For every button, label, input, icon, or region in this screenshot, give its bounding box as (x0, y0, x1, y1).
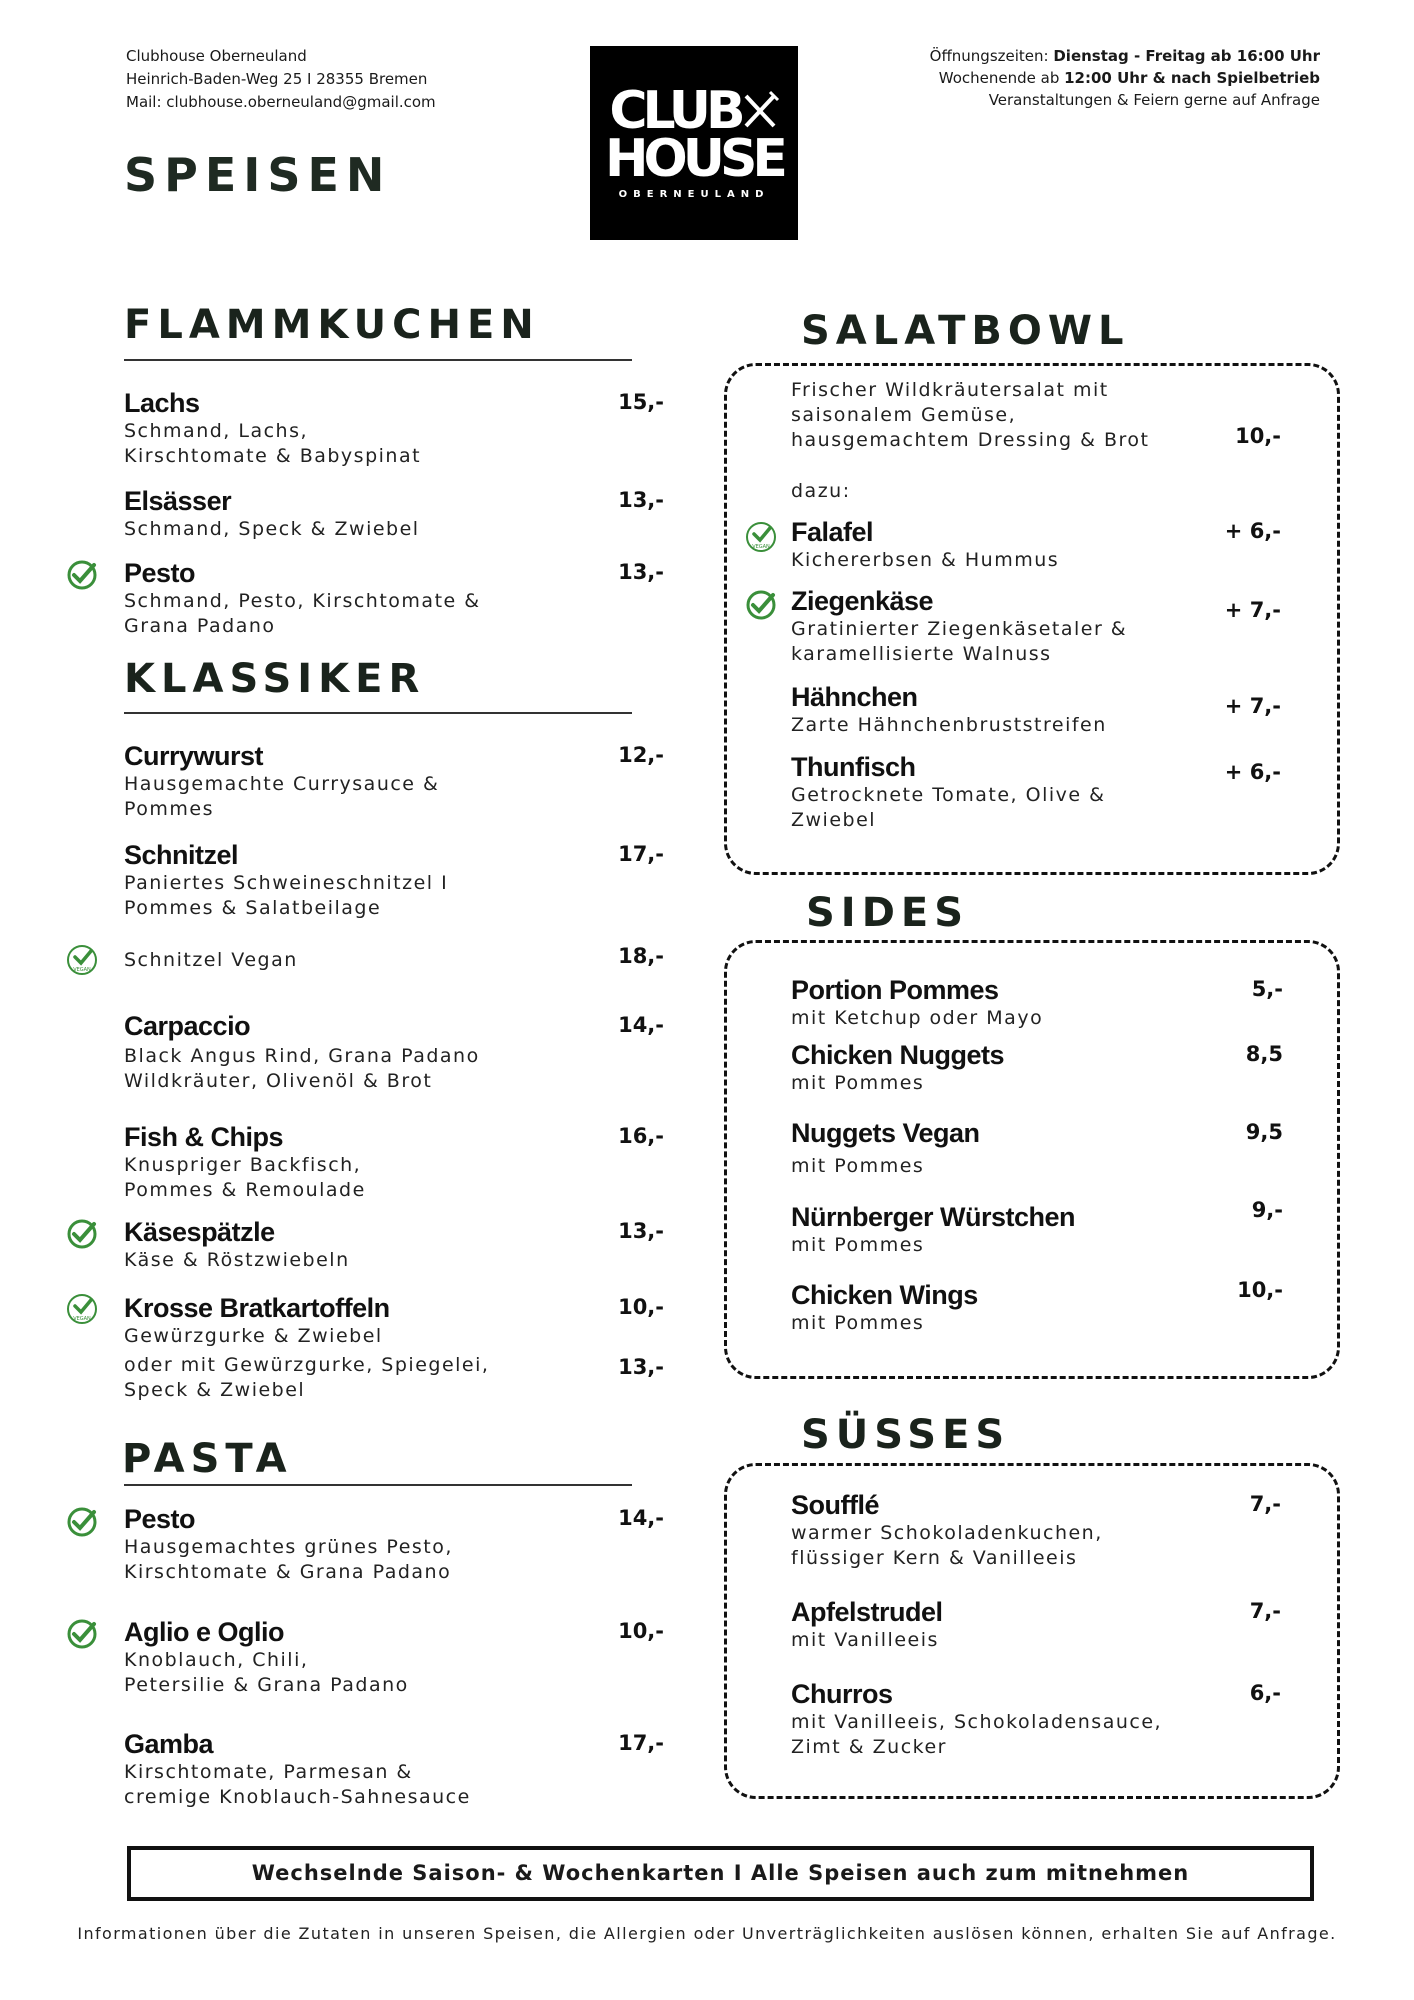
menu-item-schnitzel (124, 840, 664, 921)
item-price: 7,- (1249, 1492, 1281, 1516)
menu-item-fish-and-chips (124, 1122, 664, 1203)
item-name: Schnitzel (124, 840, 239, 870)
item-price: 8,5 (1245, 1042, 1283, 1066)
item-desc: Hausgemachtes grünes Pesto, (124, 1536, 453, 1558)
item-desc: Paniertes Schweineschnitzel I (124, 872, 449, 894)
section-title-sides: SIDES (806, 890, 970, 936)
item-name: Currywurst (124, 741, 264, 771)
hours-label: Öffnungszeiten: (929, 47, 1054, 65)
item-price: 17,- (618, 1731, 664, 1755)
item-price: 13,- (618, 1355, 664, 1379)
side-item-pommes (791, 975, 1283, 1031)
item-desc: Speck & Zwiebel (124, 1379, 306, 1401)
dessert-souffle (791, 1490, 1281, 1571)
item-price: 14,- (618, 1506, 664, 1530)
page-title: SPEISEN (124, 148, 392, 202)
addon-ziegenkaese (791, 586, 1281, 667)
item-desc: Zwiebel (791, 809, 877, 831)
clubhouse-logo (590, 46, 798, 240)
events-note: Veranstaltungen & Feiern gerne auf Anfrage (988, 91, 1320, 109)
menu-item-lachs (124, 388, 664, 469)
item-desc: mit Pommes (791, 1234, 925, 1256)
item-desc: mit Ketchup oder Mayo (791, 1007, 1044, 1029)
item-price: 9,- (1251, 1198, 1283, 1222)
item-price: 14,- (618, 1013, 664, 1037)
item-price: + 7,- (1224, 694, 1281, 718)
side-item-chicken-nuggets (791, 1040, 1283, 1096)
item-price: 13,- (618, 1219, 664, 1243)
item-desc: Kichererbsen & Hummus (791, 549, 1060, 571)
logo-text-location: OBERNEULAND (618, 189, 770, 200)
menu-item-gamba (124, 1729, 664, 1810)
menu-item-aglio-e-oglio (124, 1617, 664, 1698)
item-desc: Petersilie & Grana Padano (124, 1674, 409, 1696)
hours-weekend: 12:00 Uhr & nach Spielbetrieb (1064, 69, 1320, 87)
item-desc: Grana Padano (124, 615, 276, 637)
menu-item-bratkartoffeln (124, 1293, 664, 1349)
item-desc: Gewürzgurke & Zwiebel (124, 1325, 383, 1347)
item-name: Lachs (124, 388, 200, 418)
item-desc: Frischer Wildkräutersalat mit (791, 379, 1109, 401)
item-price: 10,- (1235, 424, 1281, 448)
addon-falafel (791, 517, 1281, 573)
item-desc: Schmand, Lachs, (124, 420, 309, 442)
item-price: 10,- (618, 1295, 664, 1319)
address-mail: Mail: clubhouse.oberneuland@gmail.com (126, 93, 436, 111)
menu-item-currywurst (124, 741, 664, 822)
side-item-nuggets-vegan (791, 1118, 1283, 1179)
item-desc: Knoblauch, Chili, (124, 1649, 309, 1671)
item-price: 6,- (1249, 1681, 1281, 1705)
side-item-nuernberger (791, 1198, 1283, 1258)
item-name: Nürnberger Würstchen (791, 1202, 1076, 1232)
logo-text-house: HOUSE (605, 129, 783, 189)
item-desc: karamellisierte Walnuss (791, 643, 1052, 665)
item-name: Fish & Chips (124, 1122, 284, 1152)
item-desc: Kirschtomate, Parmesan & (124, 1761, 413, 1783)
item-name: Churros (791, 1679, 893, 1709)
item-desc: Pommes & Remoulade (124, 1179, 366, 1201)
item-name: Elsässer (124, 486, 232, 516)
side-item-chicken-wings (791, 1280, 1283, 1336)
vegetarian-check-icon (66, 1506, 98, 1538)
salatbowl-intro (791, 378, 1281, 453)
item-desc: mit Pommes (791, 1155, 925, 1177)
item-desc: Schmand, Speck & Zwiebel (124, 518, 420, 540)
item-desc: mit Vanilleeis (791, 1629, 939, 1651)
item-name: Hähnchen (791, 682, 918, 712)
section-divider (124, 712, 632, 714)
item-desc: mit Vanilleeis, Schokoladensauce, (791, 1711, 1163, 1733)
item-desc: Knuspriger Backfisch, (124, 1154, 362, 1176)
item-name: Carpaccio (124, 1011, 251, 1041)
item-price: 5,- (1251, 977, 1283, 1001)
logo-text-club: CLUB (609, 81, 741, 141)
addon-thunfisch (791, 752, 1281, 833)
item-name: Falafel (791, 517, 874, 547)
menu-item-bratkartoffeln-variant (124, 1353, 664, 1403)
item-desc: flüssiger Kern & Vanilleeis (791, 1547, 1078, 1569)
address-block (126, 45, 436, 114)
address-street: Heinrich-Baden-Weg 25 I 28355 Bremen (126, 70, 428, 88)
item-name: Krosse Bratkartoffeln (124, 1293, 390, 1323)
item-desc: saisonalem Gemüse, (791, 404, 1017, 426)
item-name: Soufflé (791, 1490, 879, 1520)
item-price: 9,5 (1245, 1120, 1283, 1144)
item-desc: Zimt & Zucker (791, 1736, 947, 1758)
address-name: Clubhouse Oberneuland (126, 47, 307, 65)
item-name: Pesto (124, 558, 196, 588)
item-price: + 7,- (1224, 598, 1281, 622)
dessert-churros (791, 1679, 1281, 1760)
cutlery-icon (740, 90, 780, 130)
item-name: Nuggets Vegan (791, 1118, 980, 1148)
menu-item-schnitzel-vegan (124, 944, 664, 973)
dessert-apfelstrudel (791, 1597, 1281, 1653)
item-desc: Hausgemachte Currysauce & (124, 773, 440, 795)
vegan-badge-label: VEGAN (73, 967, 91, 973)
item-price: + 6,- (1224, 760, 1281, 784)
vegan-badge-icon (745, 521, 777, 553)
vegetarian-check-icon (66, 1618, 98, 1650)
vegetarian-check-icon (745, 589, 777, 621)
item-price: 13,- (618, 560, 664, 584)
item-name: Käsespätzle (124, 1217, 275, 1247)
opening-hours (800, 45, 1320, 111)
item-name: Portion Pommes (791, 975, 999, 1005)
item-price: 12,- (618, 743, 664, 767)
item-desc: Schmand, Pesto, Kirschtomate & (124, 590, 481, 612)
item-price: 18,- (618, 944, 664, 968)
menu-item-carpaccio (124, 1011, 664, 1094)
item-desc: Kirschtomate & Grana Padano (124, 1561, 452, 1583)
item-price: 7,- (1249, 1599, 1281, 1623)
section-divider (124, 359, 632, 361)
vegan-badge-icon (66, 944, 98, 976)
section-title-flammkuchen: FLAMMKUCHEN (124, 302, 540, 348)
hours-weekdays: Dienstag - Freitag ab 16:00 Uhr (1053, 47, 1320, 65)
item-name: Pesto (124, 1504, 196, 1534)
item-name: Ziegenkäse (791, 586, 934, 616)
hours-weekend-label: Wochenende ab (938, 69, 1065, 87)
section-title-salatbowl: SALATBOWL (801, 308, 1130, 354)
item-price: 10,- (618, 1619, 664, 1643)
item-desc: oder mit Gewürzgurke, Spiegelei, (124, 1354, 490, 1376)
item-desc: Käse & Röstzwiebeln (124, 1249, 350, 1271)
item-desc: mit Pommes (791, 1312, 925, 1334)
item-price: + 6,- (1224, 519, 1281, 543)
item-name: Aglio e Oglio (124, 1617, 284, 1647)
menu-item-pesto-flammkuchen (124, 558, 664, 639)
item-price: 15,- (618, 390, 664, 414)
section-title-klassiker: KLASSIKER (124, 656, 426, 702)
menu-item-pesto-pasta (124, 1504, 664, 1585)
item-price: 17,- (618, 842, 664, 866)
item-desc: Pommes (124, 798, 215, 820)
item-name: Apfelstrudel (791, 1597, 943, 1627)
item-name: Gamba (124, 1729, 214, 1759)
item-price: 13,- (618, 488, 664, 512)
item-price: 16,- (618, 1124, 664, 1148)
vegan-badge-icon (66, 1293, 98, 1325)
section-divider (124, 1484, 632, 1486)
vegetarian-check-icon (66, 1218, 98, 1250)
section-title-pasta: PASTA (122, 1436, 293, 1482)
item-desc: Black Angus Rind, Grana Padano (124, 1045, 480, 1067)
item-desc: hausgemachtem Dressing & Brot (791, 429, 1150, 451)
menu-item-kaesespaetzle (124, 1217, 664, 1273)
vegetarian-check-icon (66, 559, 98, 591)
item-desc: Getrocknete Tomate, Olive & (791, 784, 1106, 806)
item-name: Chicken Nuggets (791, 1040, 1005, 1070)
item-desc: Kirschtomate & Babyspinat (124, 445, 422, 467)
addon-haehnchen (791, 682, 1281, 738)
allergen-note: Informationen über die Zutaten in unseren Speisen, die Allergien oder Unverträglichkeiten auslösen können, erhalten Sie auf Anfrage. (77, 1924, 1337, 1943)
item-desc: Pommes & Salatbeilage (124, 897, 382, 919)
footer-banner: Wechselnde Saison- & Wochenkarten I Alle Speisen auch zum mitnehmen (127, 1846, 1314, 1901)
item-desc: warmer Schokoladenkuchen, (791, 1522, 1103, 1544)
item-desc: Schnitzel Vegan (124, 949, 298, 971)
item-name: Chicken Wings (791, 1280, 978, 1310)
item-name: Thunfisch (791, 752, 916, 782)
vegan-badge-label: VEGAN (752, 544, 770, 550)
item-desc: cremige Knoblauch-Sahnesauce (124, 1786, 471, 1808)
vegan-badge-label: VEGAN (73, 1316, 91, 1322)
salatbowl-addon-label: dazu: (791, 480, 851, 502)
item-desc: Wildkräuter, Olivenöl & Brot (124, 1070, 433, 1092)
item-desc: Zarte Hähnchenbruststreifen (791, 714, 1107, 736)
item-price: 10,- (1237, 1278, 1283, 1302)
item-desc: Gratinierter Ziegenkäsetaler & (791, 618, 1128, 640)
menu-item-elsaesser (124, 486, 664, 542)
section-title-suesses: SÜSSES (801, 1412, 1011, 1458)
item-desc: mit Pommes (791, 1072, 925, 1094)
